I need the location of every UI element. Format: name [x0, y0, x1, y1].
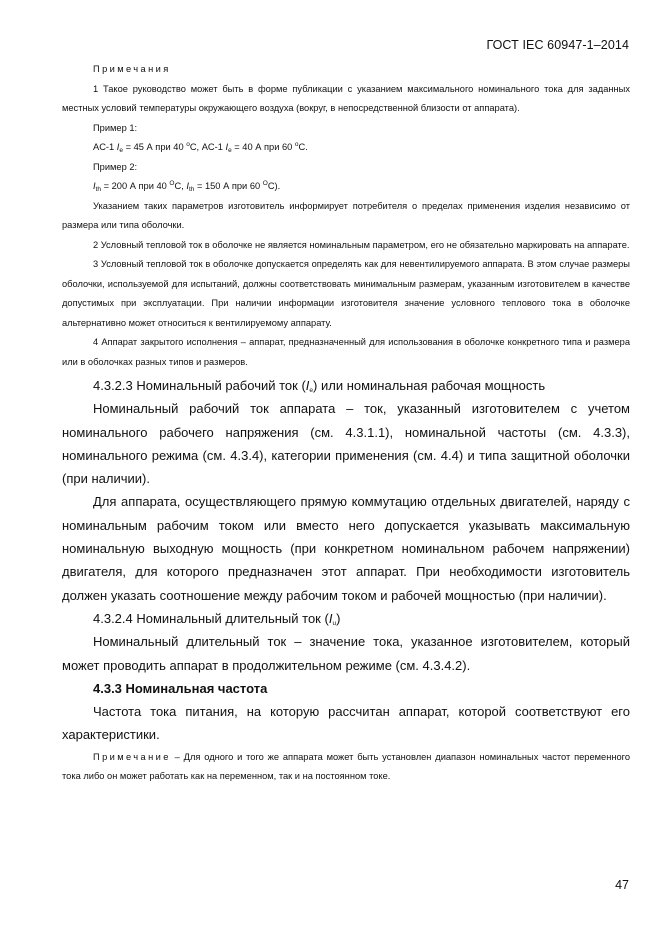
example-1-label: Пример 1: — [93, 122, 138, 133]
section-4-3-3-note: Примечание – Для одного и того же аппарата может быть установлен диапазон номинальных частот переменного тока либо он может работать как на переменном, так и на постоянном токе. — [62, 751, 630, 782]
section-4-3-2-3-para-2: Для аппарата, осуществляющего прямую коммутацию отдельных двигателей, наряду с номинальным рабочим током или вместо него допускается указывать максимальную номинальную выходную мощность (при конкретном номинальном рабочем напряжении) двигателя, для которого предназначен этот аппарат. При необходимости изготовитель должен указать соотношение между рабочим током и рабочей мощностью (при наличии). — [62, 494, 630, 603]
notes-heading: Примечания — [93, 64, 171, 74]
section-4-3-2-4-title: 4.3.2.4 Номинальный длительный ток $(I_u)$ — [93, 610, 341, 627]
page-content — [62, 0, 630, 787]
example-1: AC-1 $I_e = 45$ А при 40 $^o$С, AC-1 $I_e = 40$ А при 60 $^o$С. — [93, 141, 308, 154]
document-header: ГОСТ IEC 60947-1–2014 — [486, 38, 629, 52]
section-4-3-2-4-para-1: Номинальный длительный ток – значение тока, указанное изготовителем, который может проводить аппарат в продолжительном режиме (см. 4.3.4.2). — [62, 634, 630, 673]
section-4-3-3-title: 4.3.3 Номинальная частота — [93, 680, 268, 696]
page-number: 47 — [615, 878, 629, 892]
section-4-3-2-3-para-1: Номинальный рабочий ток аппарата – ток, указанный изготовителем с учетом номинального рабочего напряжения (см. 4.3.1.1), номинальной частоты (см. 4.3.3), номинального режима (см. 4.3.4), категории применения (см. 4.4) и типа защитной оболочки (при наличии). — [62, 401, 630, 487]
section-4-3-2-3-title: 4.3.2.3 Номинальный рабочий ток $(I_e)$ или номинальная рабочая мощность — [93, 378, 546, 394]
note-2: 2 Условный тепловой ток в оболочке не является номинальным параметром, его не обязательно маркировать на аппарате. — [93, 239, 630, 250]
example-2-label: Пример 2: — [93, 161, 138, 172]
note-1: 1 Такое руководство может быть в форме публикации с указанием максимального номинального тока для заданных местных условий температуры окружающего воздуха (вокруг, в непосредственной близости от аппарата). — [62, 83, 630, 113]
note-4: 4 Аппарат закрытого исполнения – аппарат, предназначенный для использования в оболочке конкретного типа и размера или в оболочках разных типов и размеров. — [62, 337, 630, 367]
note-3: 3 Условный тепловой ток в оболочке допускается определять как для невентилируемого аппарата. В этом случае размеры оболочки, используемой для испытаний, должны соответствовать минимальным размерам, указанным изготовителем в качестве допустимых при эксплуатации. При наличии информации изготовителя значение условного теплового тока в оболочке альтернативно может относиться к вентилируемому аппарату. — [62, 259, 630, 328]
section-4-3-3-para-1: Частота тока питания, на которую рассчитан аппарат, которой соответствуют его характеристики. — [62, 704, 630, 743]
example-2: $I_{th} = 200$ А при 40 $^O$С, $I_{th} = 150$ А при 60 $^O$С). — [93, 180, 281, 193]
param-note: Указанием таких параметров изготовитель информирует потребителя о пределах применения изделия независимо от размера или типа оболочки. — [62, 200, 630, 230]
